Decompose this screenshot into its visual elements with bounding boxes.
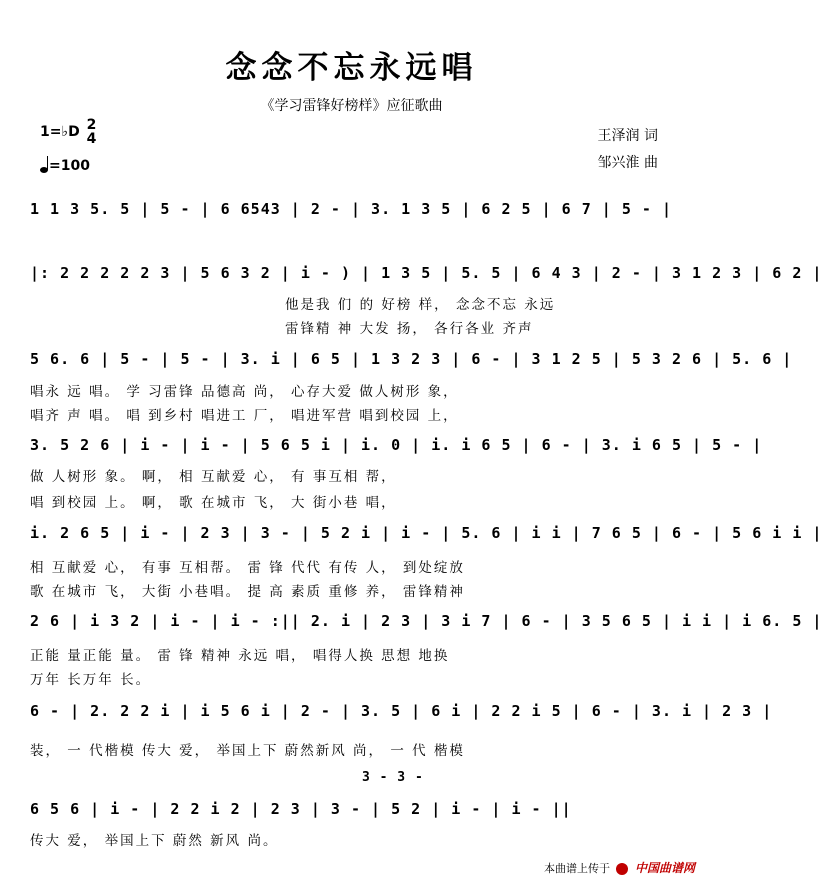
key-signature [40,118,96,146]
score-line-4: 3. 5 2 6 | i - | i - | 5 6 5 i | i. 0 | i. i 6 5 | 6 - | 3. i 6 5 | 5 - | [30,436,763,454]
composer: 邹兴淮 曲 [597,155,658,171]
site-name[interactable]: 中国曲谱网 [634,861,695,875]
score-line-5: i. 2 6 5 | i - | 2 3 | 3 - | 5 2 i | i - | 5. 6 | i i | 7 6 5 | 6 - | 5 6 i i | [30,524,822,542]
lyric-line-7-verse-1: 装， 一 代楷模 传大 爱， 举国上下 蔚然新风 尚， 一 代 楷模 [30,743,465,759]
time-top: 2 [86,117,97,133]
quarter-note-icon [40,167,48,173]
lyric-line-3-verse-1: 唱永 远 唱。 学 习雷锋 品德高 尚， 心存大爱 做人树形 象， [30,384,459,400]
score-line-1: 1 1 3 5. 5 | 5 - | 6 6543 | 2 - | 3. 1 3 5 | 6 2 5 | 6 7 | 5 - | [30,200,672,218]
tempo-marking [40,158,90,174]
score-line-6: 2 6 | i 3 2 | i - | i - :|| 2. i | 2 3 | 3 i 7 | 6 - | 3 5 6 5 | i i | i 6. 5 | [30,612,822,630]
upload-text: 本曲谱上传于 [543,862,610,875]
song-subtitle: 《学习雷锋好榜样》应征歌曲 [260,98,443,114]
tempo-value: =100 [49,158,90,174]
lyric-line-2-verse-1: 他是我 们 的 好榜 样， 念念不忘 永远 [285,297,556,313]
lyric-line-6-verse-2: 万年 长万年 长。 [30,672,152,688]
footer-credit [544,859,695,876]
lyric-line-4-verse-2: 唱 到校园 上。 啊， 歌 在城市 飞， 大 街小巷 唱， [30,495,397,511]
score-line-7: 6 - | 2. 2 2 i | i 5 6 i | 2 - | 3. 5 | 6 i | 2 2 i 5 | 6 - | 3. i | 2 3 | [30,702,773,720]
lyric-line-5-verse-1: 相 互献爱 心， 有事 互相帮。 雷 锋 代代 有传 人， 到处绽放 [30,560,465,576]
site-logo-icon [616,863,628,875]
lyric-line-8-verse-1: 传大 爱， 举国上下 蔚然 新风 尚。 [30,833,279,849]
lyric-line-4-verse-1: 做 人树形 象。 啊， 相 互献爱 心， 有 事互相 帮， [30,469,397,485]
lyric-line-3-verse-2: 唱齐 声 唱。 唱 到乡村 唱进工 厂， 唱进军营 唱到校园 上， [30,408,459,424]
lyric-line-2-verse-2: 雷锋精 神 大发 扬， 各行各业 齐声 [285,321,534,337]
time-signature [87,118,97,146]
score-line-8: 6 5 6 | i - | 2 2 i 2 | 2 3 | 3 - | 5 2 | i - | i - || [30,800,572,818]
time-bottom: 4 [86,131,97,147]
score-line-3: 5 6. 6 | 5 - | 5 - | 3. i | 6 5 | 1 3 2 3 | 6 - | 3 1 2 5 | 5 3 2 6 | 5. 6 | [30,350,793,368]
score-line-2: |: 2 2 2 2 2 3 | 5 6 3 2 | i - ) | 1 3 5 | 5. 5 | 6 4 3 | 2 - | 3 1 2 3 | 6 2 | [30,264,822,282]
lyricist: 王泽润 词 [597,128,658,144]
lyric-line-5-verse-2: 歌 在城市 飞， 大街 小巷唱。 提 高 素质 重修 养， 雷锋精神 [30,584,465,600]
coda-notes: 3 - 3 - [362,770,424,785]
song-title: 念念不忘永远唱 [225,50,478,86]
key-label: 1=♭D [40,124,80,140]
lyric-line-6-verse-1: 正能 量正能 量。 雷 锋 精神 永远 唱， 唱得人换 思想 地换 [30,648,450,664]
